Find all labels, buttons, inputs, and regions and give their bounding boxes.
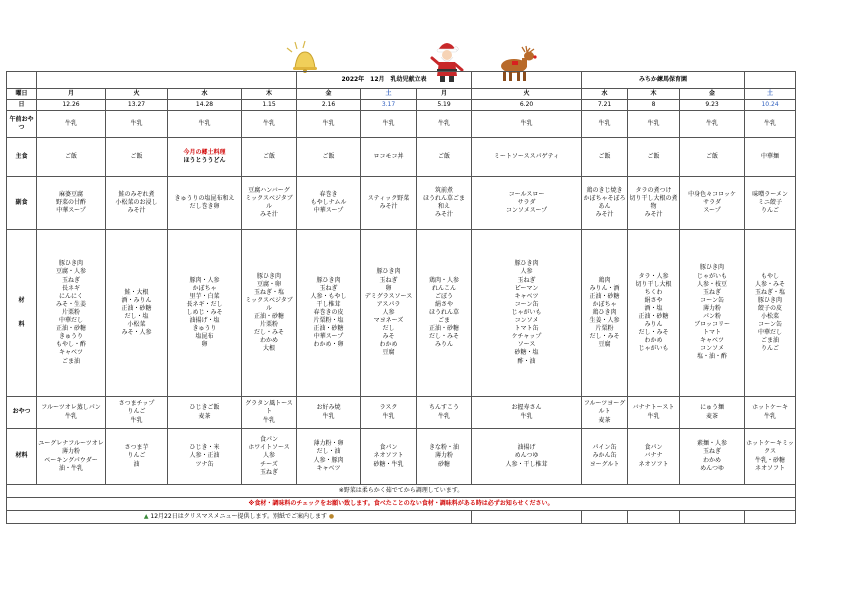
- menu-title: 2022年 12月 乳幼児献立表: [297, 72, 472, 89]
- snack-ingredients-cell: ユーグレナフルーツオレ 薄力粉 ベーキングパウダー 油・牛乳: [37, 429, 106, 485]
- side-dish-cell: タラの煮つけ 切り干し大根の煮物 みそ汁: [628, 177, 680, 230]
- staple-cell: ご飯: [417, 138, 472, 177]
- side-dish-cell: 春巻き もやしナムル 中華スープ: [297, 177, 361, 230]
- ingredients-cell: 豚ひき肉 じゃがいも 人参・枝豆 玉ねぎ コーン缶 薄力粉 パン粉 ブロッコリー トマト キャベツ コンソメ 塩・油・酢: [680, 230, 745, 397]
- header-spacer: [37, 72, 297, 89]
- staple-cell: ミートソーススパゲティ: [472, 138, 582, 177]
- ingredients-cell: もやし 人参・みそ 玉ねぎ・塩 豚ひき肉 餃子の皮 小松菜 コーン缶 中華だし ごま油 りんご: [745, 230, 796, 397]
- date-cell: 1.15: [242, 100, 297, 111]
- staple-cell: ご飯: [297, 138, 361, 177]
- afternoon-snack-cell: ラスク 牛乳: [361, 397, 417, 429]
- row-label-ingredients: 材 料: [7, 230, 37, 397]
- row-label-morning-snack: 午前おやつ: [7, 111, 37, 138]
- day-of-week: 水: [168, 89, 242, 100]
- snack-ingredients-cell: パイン缶 みかん缶 ヨーグルト: [582, 429, 628, 485]
- side-dish-cell: 麻婆豆腐 野菜の甘酢 中華スープ: [37, 177, 106, 230]
- date-cell: 3.17: [361, 100, 417, 111]
- morning-snack-cell: 牛乳: [582, 111, 628, 138]
- staple-cell-special: [168, 138, 242, 177]
- afternoon-snack-cell: グラタン風トースト 牛乳: [242, 397, 297, 429]
- date-cell: 5.19: [417, 100, 472, 111]
- ingredients-cell: 豚肉・人参 かぼちゃ 里芋・白菜 長ネギ・だし しめじ・みそ 油揚げ・塩 きゅうり 塩昆布 卵: [168, 230, 242, 397]
- side-dish-cell: 筑前煮 ほうれん草ごま 和え みそ汁: [417, 177, 472, 230]
- acorn-icon: ●: [328, 512, 335, 520]
- morning-snack-cell: 牛乳: [472, 111, 582, 138]
- side-dish-cell: 中身色々コロッケ サラダ スープ: [680, 177, 745, 230]
- ingredients-cell: 鶏肉・人参 れんこん ごぼう 絹さや ほうれん草 ごま 正油・砂糖 だし・みそ みりん: [417, 230, 472, 397]
- snack-ingredients-cell: 食パン ホワイトソース 人参 チーズ 玉ねぎ: [242, 429, 297, 485]
- day-of-week: 水: [582, 89, 628, 100]
- header-spacer: [472, 72, 582, 89]
- side-dish-cell: 鮭のみぞれ煮 小松菜のお浸し みそ汁: [106, 177, 168, 230]
- row-label-afternoon-snack: おやつ: [7, 397, 37, 429]
- afternoon-snack-cell: ひじきご飯 麦茶: [168, 397, 242, 429]
- row-label-day: 曜日: [7, 89, 37, 100]
- note-spacer: [628, 511, 680, 524]
- side-dish-cell: 豆腐ハンバーグ ミックスベジタブル みそ汁: [242, 177, 297, 230]
- special-dish-label: 今月の郷土料理: [183, 148, 226, 156]
- side-dish-cell: 鶏のきじ焼き かぼちゃそぼろあん みそ汁: [582, 177, 628, 230]
- staple-cell: ご飯: [582, 138, 628, 177]
- staple-cell: ご飯: [628, 138, 680, 177]
- ingredients-cell: 豚ひき肉 人参 玉ねぎ ピーマン キャベツ コーン缶 じゃがいも コンソメ トマト缶 ケチャップ ソース 砂糖・塩 酢・油: [472, 230, 582, 397]
- side-dish-cell: コールスロー サラダ コンソメスープ: [472, 177, 582, 230]
- date-cell: 12.26: [37, 100, 106, 111]
- morning-snack-cell: 牛乳: [361, 111, 417, 138]
- row-label-staple: 主食: [7, 138, 37, 177]
- morning-snack-cell: 牛乳: [680, 111, 745, 138]
- afternoon-snack-cell: バナナトースト 牛乳: [628, 397, 680, 429]
- header-spacer: [745, 72, 796, 89]
- date-cell: 6.20: [472, 100, 582, 111]
- day-of-week: 木: [242, 89, 297, 100]
- morning-snack-cell: 牛乳: [37, 111, 106, 138]
- day-of-week: 月: [417, 89, 472, 100]
- snack-ingredients-cell: きな粉・油 薄力粉 砂糖: [417, 429, 472, 485]
- day-of-week: 火: [472, 89, 582, 100]
- afternoon-snack-cell: お好み焼 牛乳: [297, 397, 361, 429]
- note-spacer: [745, 511, 796, 524]
- ingredients-cell: 豚ひき肉 玉ねぎ 人参・もやし 干し椎茸 春巻きの皮 片栗粉・塩 正油・砂糖 中華スープ わかめ・卵: [297, 230, 361, 397]
- bell-icon: [283, 40, 323, 74]
- snack-ingredients-cell: ホットケーキミックス 牛乳・砂糖 ネオソフト: [745, 429, 796, 485]
- staple-cell: 中華麺: [745, 138, 796, 177]
- note-christmas-text: 12月22日はクリスマスメニュー提供します。別紙でご案内します: [150, 512, 327, 520]
- afternoon-snack-cell: フルーツヨーグルト 麦茶: [582, 397, 628, 429]
- note-vegetables: ※野菜は柔らかく茹でてから調理しています。: [7, 485, 796, 498]
- date-cell: 10.24: [745, 100, 796, 111]
- staple-cell: ご飯: [37, 138, 106, 177]
- day-of-week: 金: [297, 89, 361, 100]
- morning-snack-cell: 牛乳: [745, 111, 796, 138]
- morning-snack-cell: 牛乳: [106, 111, 168, 138]
- day-of-week: 火: [106, 89, 168, 100]
- afternoon-snack-cell: フルーツオレ蒸しパン 牛乳: [37, 397, 106, 429]
- tree-icon: ▲: [143, 512, 149, 520]
- menu-table: [6, 71, 796, 524]
- ingredients-cell: 豚ひき肉 玉ねぎ 卵 デミグラスソース アスパラ 人参 マヨネーズ だし みそ わかめ 豆腐: [361, 230, 417, 397]
- afternoon-snack-cell: さつまチップ りんご 牛乳: [106, 397, 168, 429]
- note-spacer: [472, 511, 582, 524]
- day-of-week: 土: [361, 89, 417, 100]
- note-spacer: [582, 511, 628, 524]
- snack-ingredients-cell: 薄力粉・卵 だし・油 人参・豚肉 キャベツ: [297, 429, 361, 485]
- morning-snack-cell: 牛乳: [417, 111, 472, 138]
- snack-ingredients-cell: 素麺・人参 玉ねぎ わかめ めんつゆ: [680, 429, 745, 485]
- row-label-date: 日: [7, 100, 37, 111]
- side-dish-cell: 味噌ラーメン ミニ餃子 りんご: [745, 177, 796, 230]
- afternoon-snack-cell: ホットケーキ 牛乳: [745, 397, 796, 429]
- day-of-week: 木: [628, 89, 680, 100]
- date-cell: 14.28: [168, 100, 242, 111]
- staple-cell: ご飯: [242, 138, 297, 177]
- school-name: みちか練馬保育園: [582, 72, 745, 89]
- ingredients-cell: 豚ひき肉 豆腐・卵 玉ねぎ・塩 ミックスベジタブル 正油・砂糖 片栗粉 だし・みそ わかめ 大根: [242, 230, 297, 397]
- row-label-snack-ingredients: 材料: [7, 429, 37, 485]
- date-cell: 8: [628, 100, 680, 111]
- staple-cell: ロコモコ丼: [361, 138, 417, 177]
- morning-snack-cell: 牛乳: [242, 111, 297, 138]
- note-allergy-check: ※食材・調味料のチェックをお願い致します。食べたことのない食材・調味料がある時は必ずお知らせください。: [7, 498, 796, 511]
- date-cell: 7.21: [582, 100, 628, 111]
- snack-ingredients-cell: 食パン バナナ ネオソフト: [628, 429, 680, 485]
- afternoon-snack-cell: にゅう麺 麦茶: [680, 397, 745, 429]
- date-cell: 13.27: [106, 100, 168, 111]
- day-of-week: 土: [745, 89, 796, 100]
- ingredients-cell: 鮭・大根 酒・みりん 正油・砂糖 だし・塩 小松菜 みそ・人参: [106, 230, 168, 397]
- snack-ingredients-cell: 食パン ネオソフト 砂糖・牛乳: [361, 429, 417, 485]
- note-christmas: [7, 511, 472, 524]
- morning-snack-cell: 牛乳: [168, 111, 242, 138]
- day-of-week: 月: [37, 89, 106, 100]
- morning-snack-cell: 牛乳: [628, 111, 680, 138]
- header-spacer: [7, 72, 37, 89]
- row-label-side-dish: 副食: [7, 177, 37, 230]
- snack-ingredients-cell: さつま芋 りんご 油: [106, 429, 168, 485]
- day-of-week: 金: [680, 89, 745, 100]
- ingredients-cell: 豚ひき肉 豆腐・人参 玉ねぎ 長ネギ にんにく みそ・生姜 片栗粉 中華だし 正油・砂糖 きゅうり もやし・酢 キャベツ ごま油: [37, 230, 106, 397]
- afternoon-snack-cell: お握寿さん 牛乳: [472, 397, 582, 429]
- staple-cell: ご飯: [680, 138, 745, 177]
- side-dish-cell: きゅうりの塩昆布和え だし巻き卵: [168, 177, 242, 230]
- special-dish-name: ほうとううどん: [183, 157, 226, 164]
- side-dish-cell: スティック野菜 みそ汁: [361, 177, 417, 230]
- date-cell: 9.23: [680, 100, 745, 111]
- ingredients-cell: タラ・人参 切り干し大根 ちくわ 絹さや 酒・塩 正油・砂糖 みりん だし・みそ わかめ じゃがいも: [628, 230, 680, 397]
- staple-cell: ご飯: [106, 138, 168, 177]
- note-spacer: [680, 511, 745, 524]
- morning-snack-cell: 牛乳: [297, 111, 361, 138]
- snack-ingredients-cell: ひじき・米 人参・正油 ツナ缶: [168, 429, 242, 485]
- afternoon-snack-cell: ちんすこう 牛乳: [417, 397, 472, 429]
- date-cell: 2.16: [297, 100, 361, 111]
- ingredients-cell: 鶏肉 みりん・酒 正油・砂糖 かぼちゃ 鶏ひき肉 生姜・人参 片栗粉 だし・みそ 豆腐: [582, 230, 628, 397]
- snack-ingredients-cell: 油揚げ めんつゆ 人参・干し椎茸: [472, 429, 582, 485]
